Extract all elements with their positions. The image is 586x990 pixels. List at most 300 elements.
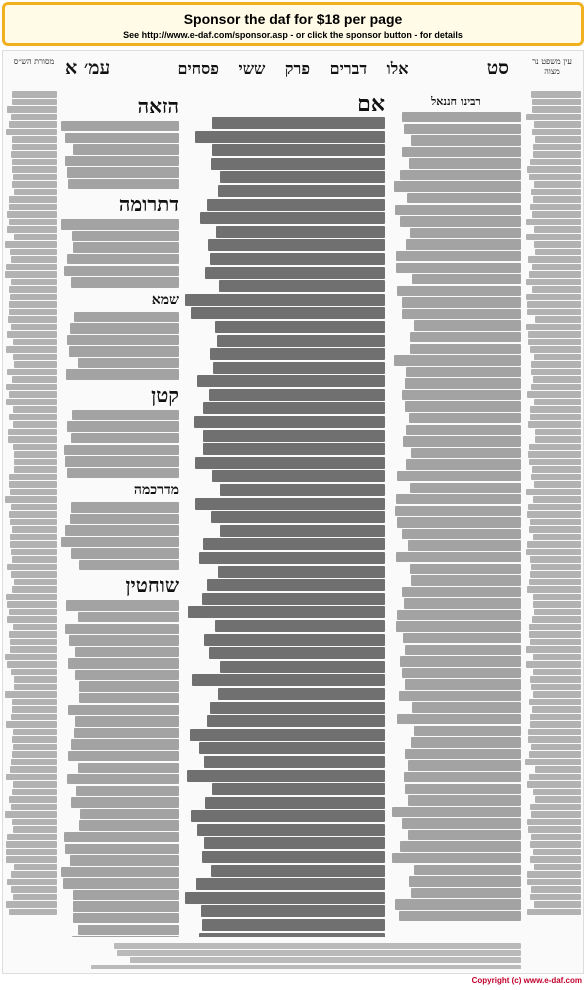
text-line [7, 331, 57, 338]
text-line [12, 159, 57, 166]
text-line [203, 402, 385, 414]
text-line [535, 766, 581, 773]
dibur-shochtin: שוחטין [125, 573, 179, 598]
text-line [402, 297, 521, 307]
text-line [73, 913, 179, 923]
text-line [11, 151, 57, 158]
text-line [5, 654, 57, 661]
text-line [67, 335, 179, 345]
dibur-hazaah: הזאה [137, 94, 179, 118]
text-line [532, 616, 581, 623]
text-line [397, 471, 521, 481]
text-line [402, 668, 521, 678]
text-line [405, 749, 521, 759]
text-line [220, 525, 385, 537]
copyright-text[interactable]: Copyright (c) www.e-daf.com [471, 976, 582, 985]
text-line [526, 114, 581, 121]
text-line [530, 159, 581, 166]
text-line [406, 367, 521, 377]
text-line [531, 384, 581, 391]
text-line [9, 474, 57, 481]
text-line [529, 271, 581, 278]
text-line [411, 575, 521, 585]
text-line [6, 384, 57, 391]
text-line [528, 729, 581, 736]
text-line [13, 444, 57, 451]
text-line [528, 451, 581, 458]
text-line [14, 234, 57, 241]
text-line [529, 699, 581, 706]
text-line [6, 856, 57, 863]
text-line [9, 301, 57, 308]
text-line [218, 688, 385, 700]
text-line [67, 254, 179, 264]
text-line [402, 587, 521, 597]
text-line [396, 552, 521, 562]
text-line [75, 716, 179, 726]
text-line [68, 705, 179, 715]
text-line [5, 496, 57, 503]
rabbeinu-chananel-heading: רבינו חננאל [431, 95, 481, 108]
text-line [397, 610, 521, 620]
text-line [527, 871, 581, 878]
text-line [10, 646, 57, 653]
text-line [72, 936, 179, 937]
text-line [202, 851, 385, 863]
text-line [11, 324, 57, 331]
text-line [12, 526, 57, 533]
text-line [208, 239, 385, 251]
text-line [91, 965, 521, 969]
text-line [531, 369, 582, 376]
text-line [67, 774, 179, 784]
text-line [530, 721, 581, 728]
text-line [402, 112, 521, 122]
text-line [411, 888, 521, 898]
text-line [534, 901, 581, 908]
text-line [72, 231, 179, 241]
text-line [528, 736, 581, 743]
text-line [530, 894, 581, 901]
text-line [66, 369, 179, 379]
text-line [212, 783, 385, 795]
text-line [9, 631, 57, 638]
text-line [10, 294, 57, 301]
text-line [211, 511, 385, 523]
text-line [534, 481, 581, 488]
folio-label: עמ׳ א [65, 57, 111, 79]
text-line [12, 181, 57, 188]
text-line [11, 871, 57, 878]
text-line [71, 548, 179, 558]
text-line [11, 571, 57, 578]
text-line [204, 837, 385, 849]
text-line [406, 239, 521, 249]
text-line [532, 129, 581, 136]
text-line [14, 684, 57, 691]
text-line [14, 864, 57, 871]
text-line [13, 826, 57, 833]
text-line [64, 832, 179, 842]
text-line [533, 144, 581, 151]
text-line [11, 504, 57, 511]
text-line [9, 511, 57, 518]
text-line [218, 185, 385, 197]
text-line [396, 494, 521, 504]
text-line [67, 468, 179, 478]
text-line [400, 170, 521, 180]
text-line [405, 784, 521, 794]
text-line [535, 316, 581, 323]
text-line [13, 406, 57, 413]
text-line [130, 957, 521, 963]
text-line [529, 459, 581, 466]
text-line [12, 556, 57, 563]
text-line [526, 549, 581, 556]
text-line [535, 136, 581, 143]
text-line [529, 751, 581, 758]
text-line [534, 354, 581, 361]
text-line [396, 263, 521, 273]
text-line [216, 226, 385, 238]
text-line [530, 406, 581, 413]
text-line [533, 496, 581, 503]
text-line [534, 609, 581, 616]
text-line [411, 448, 521, 458]
text-line [409, 876, 521, 886]
text-line [71, 797, 179, 807]
text-line [7, 564, 57, 571]
text-line [408, 540, 521, 550]
text-line [79, 693, 179, 703]
text-line [211, 865, 385, 877]
text-line [534, 226, 581, 233]
text-line [7, 879, 57, 886]
text-line [527, 391, 581, 398]
text-line [7, 226, 57, 233]
text-line [409, 158, 521, 168]
text-line [14, 451, 57, 458]
ein-mishpat-column [525, 91, 581, 966]
text-line [13, 354, 57, 361]
ein-mishpat-label: עין משפט נר מצוה [532, 57, 572, 76]
text-line [526, 646, 581, 653]
text-line [533, 849, 581, 856]
text-line [10, 766, 57, 773]
text-line [5, 271, 57, 278]
text-line [13, 729, 57, 736]
text-line [199, 742, 385, 754]
text-line [404, 124, 521, 134]
text-line [527, 301, 581, 308]
text-line [11, 804, 57, 811]
text-line [207, 579, 385, 591]
text-line [201, 905, 385, 917]
text-line [8, 436, 57, 443]
text-line [117, 950, 521, 956]
text-line [394, 355, 521, 365]
text-line [215, 620, 385, 632]
text-line [191, 307, 385, 319]
text-line [405, 679, 521, 689]
text-line [9, 309, 57, 316]
text-line [64, 445, 179, 455]
text-line [530, 841, 581, 848]
text-line [9, 219, 57, 226]
text-line [397, 286, 521, 296]
text-line [11, 549, 57, 556]
text-line [203, 430, 385, 442]
text-line [526, 219, 581, 226]
text-line [392, 807, 521, 817]
text-line [394, 181, 521, 191]
text-line [532, 466, 581, 473]
sponsor-banner-subtitle[interactable]: See http://www.e-daf.com/sponsor.asp - or click the sponsor button - for details [123, 30, 463, 40]
text-line [534, 181, 581, 188]
text-line [211, 158, 385, 170]
text-line [73, 242, 179, 252]
text-line [534, 399, 581, 406]
text-line [410, 483, 521, 493]
text-line [533, 601, 581, 608]
text-line [78, 925, 179, 935]
text-line [69, 346, 179, 356]
text-line [13, 744, 57, 751]
text-line [14, 459, 57, 466]
text-line [12, 699, 57, 706]
text-line [527, 541, 581, 548]
text-line [11, 759, 57, 766]
text-line [10, 489, 57, 496]
text-line [410, 228, 521, 238]
text-line [14, 466, 57, 473]
text-line [528, 826, 581, 833]
text-line [74, 312, 179, 322]
text-line [7, 616, 57, 623]
text-line [412, 274, 521, 284]
text-line [400, 656, 521, 666]
text-line [70, 855, 179, 865]
text-line [207, 199, 385, 211]
text-line [531, 744, 581, 751]
text-line [13, 339, 57, 346]
text-line [402, 147, 521, 157]
text-line [71, 739, 179, 749]
text-line [6, 721, 57, 728]
text-line [407, 193, 522, 203]
text-line [526, 294, 581, 301]
text-line [205, 267, 385, 279]
text-line [530, 414, 581, 421]
text-line [13, 781, 57, 788]
text-line [406, 459, 521, 469]
text-line [195, 457, 385, 469]
page-header-title: אלו דברים פרק ששי פסחים [177, 59, 409, 78]
text-line [531, 91, 581, 98]
text-line [195, 498, 385, 510]
dibur-truma: דתרומה [118, 192, 179, 217]
text-line [533, 654, 581, 661]
text-line [406, 425, 521, 435]
text-line [410, 344, 521, 354]
sponsor-banner[interactable] [2, 2, 584, 46]
text-line [527, 511, 581, 518]
text-line [9, 414, 57, 421]
text-line [5, 811, 57, 818]
text-line [71, 502, 179, 512]
text-line [7, 834, 57, 841]
text-line [12, 751, 57, 758]
dibur-shema: שמא [151, 291, 179, 308]
text-line [71, 433, 179, 443]
text-line [70, 514, 179, 524]
text-line [7, 211, 57, 218]
text-line [527, 166, 581, 173]
text-line [531, 834, 581, 841]
text-line [14, 189, 57, 196]
text-line [65, 456, 179, 466]
text-line [65, 133, 179, 143]
text-line [532, 99, 581, 106]
text-line [525, 759, 581, 766]
text-line [409, 413, 521, 423]
text-line [402, 529, 521, 539]
text-line [6, 399, 57, 406]
text-line [218, 566, 385, 578]
text-line [526, 489, 581, 496]
text-line [12, 586, 57, 593]
page-header [3, 53, 583, 83]
text-line [65, 624, 179, 634]
text-line [403, 436, 521, 446]
text-line [392, 853, 521, 863]
text-line [207, 715, 385, 727]
text-line [403, 633, 521, 643]
text-line [212, 470, 385, 482]
text-line [13, 894, 57, 901]
text-line [75, 647, 179, 657]
text-line [531, 886, 581, 893]
text-line [530, 346, 581, 353]
text-line [73, 144, 179, 154]
text-line [209, 647, 385, 659]
text-line [10, 639, 57, 646]
text-line [10, 249, 57, 256]
text-line [412, 702, 521, 712]
text-line [12, 789, 57, 796]
text-line [529, 579, 581, 586]
text-line [9, 609, 57, 616]
text-line [411, 737, 521, 747]
text-line [408, 830, 521, 840]
text-line [6, 129, 57, 136]
text-line [528, 256, 581, 263]
text-line [9, 286, 57, 293]
gemara-opening-word: אם [357, 91, 385, 117]
text-line [9, 481, 57, 488]
rashi-column [59, 91, 179, 937]
text-line [526, 279, 581, 286]
text-line [210, 702, 385, 714]
text-line [12, 706, 57, 713]
text-line [74, 728, 179, 738]
text-line [73, 890, 179, 900]
text-line [6, 594, 57, 601]
text-line [73, 901, 179, 911]
text-line [9, 391, 57, 398]
text-line [533, 534, 581, 541]
text-line [67, 167, 179, 177]
text-line [397, 714, 521, 724]
text-line [528, 421, 581, 428]
text-line [530, 714, 581, 721]
text-line [203, 538, 385, 550]
text-line [195, 131, 385, 143]
text-line [11, 714, 57, 721]
text-line [405, 401, 521, 411]
text-line [6, 901, 57, 908]
text-line [531, 361, 581, 368]
text-line [395, 506, 521, 516]
text-line [64, 266, 179, 276]
text-line [402, 390, 521, 400]
text-line [79, 681, 179, 691]
text-line [527, 819, 581, 826]
text-line [215, 321, 385, 333]
text-line [396, 621, 521, 631]
text-line [61, 219, 179, 229]
text-line [210, 253, 385, 265]
text-line [5, 241, 57, 248]
text-line [533, 789, 581, 796]
text-line [534, 864, 581, 871]
text-line [530, 571, 581, 578]
text-line [13, 624, 57, 631]
text-line [414, 865, 521, 875]
text-line [68, 751, 179, 761]
text-line [527, 879, 581, 886]
text-line [12, 91, 57, 98]
text-line [65, 156, 179, 166]
text-line [61, 537, 179, 547]
text-line [10, 519, 57, 526]
sponsor-banner-title[interactable]: Sponsor the daf for $18 per page [183, 11, 403, 27]
text-line [68, 179, 179, 189]
text-line [531, 811, 581, 818]
text-line [530, 804, 581, 811]
text-line [202, 919, 385, 931]
text-line [220, 171, 385, 183]
text-line [14, 676, 57, 683]
text-line [529, 526, 581, 533]
text-line [220, 484, 386, 496]
text-line [532, 211, 581, 218]
text-line [11, 256, 57, 263]
text-line [78, 763, 179, 773]
text-line [69, 635, 179, 645]
text-line [531, 684, 581, 691]
text-line [531, 189, 581, 196]
tosafot-column [391, 91, 521, 937]
text-line [533, 376, 581, 383]
text-line [533, 691, 581, 698]
text-line [532, 286, 581, 293]
text-line [528, 504, 581, 511]
text-line [188, 606, 385, 618]
text-line [530, 676, 581, 683]
text-line [7, 369, 57, 376]
dibur-katan: קטן [151, 382, 179, 407]
